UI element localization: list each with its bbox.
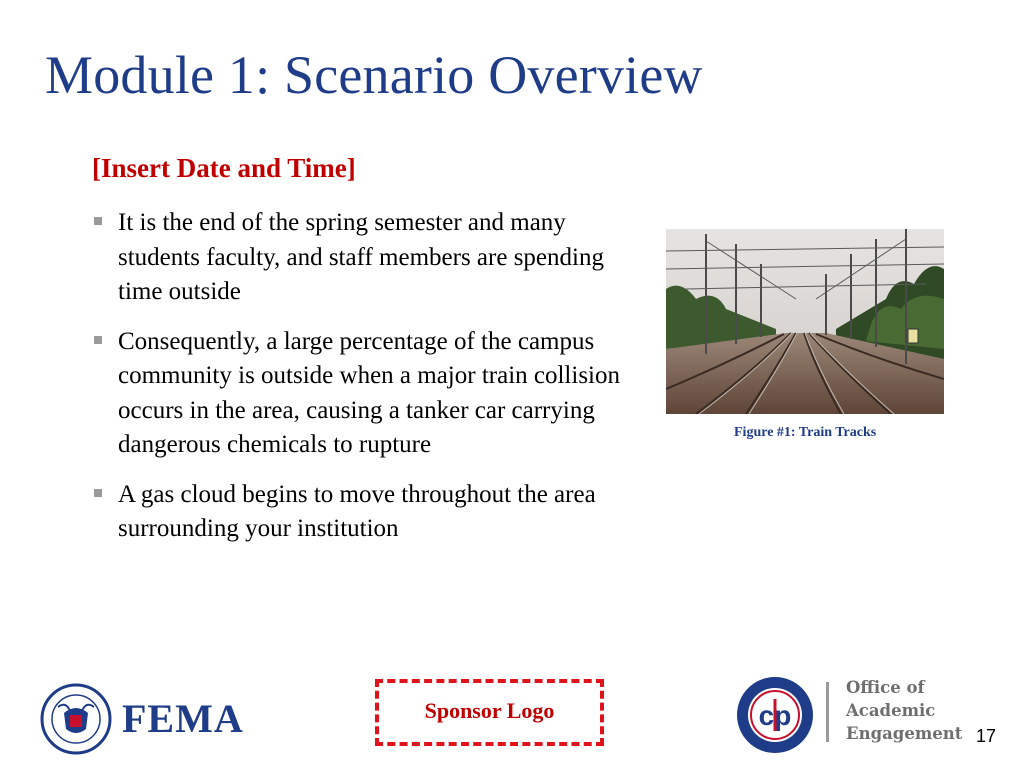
sponsor-logo-label: Sponsor Logo xyxy=(424,697,555,723)
crp-seal-icon xyxy=(735,675,815,760)
oae-line: Academic xyxy=(846,701,936,720)
date-time-placeholder: [Insert Date and Time] xyxy=(92,153,356,183)
bullet-item xyxy=(92,325,632,463)
scenario-bullet-list xyxy=(92,206,632,562)
dhs-seal-icon xyxy=(40,683,112,760)
slide-title: Module 1: Scenario Overview xyxy=(45,45,703,105)
figure-caption: Figure #1: Train Tracks xyxy=(734,425,877,440)
square-bullet-icon xyxy=(94,489,102,497)
office-of-academic-engagement-logo xyxy=(846,676,962,745)
bullet-item xyxy=(92,478,632,547)
square-bullet-icon xyxy=(94,217,102,225)
square-bullet-icon xyxy=(94,336,102,344)
sponsor-logo-placeholder xyxy=(375,679,604,746)
bullet-text: Consequently, a large percentage of the campus community is outside when a major train collision occurs in the area, causing a tanker car carrying dangerous chemicals to rupture xyxy=(118,327,621,458)
oae-line: Office of xyxy=(846,678,925,697)
train-tracks-photo xyxy=(666,229,944,414)
bullet-text: A gas cloud begins to move throughout the area surrounding your institution xyxy=(118,480,596,542)
svg-text:cp: cp xyxy=(758,700,792,731)
fema-logo-text: FEMA xyxy=(122,696,244,741)
bullet-item xyxy=(92,206,632,310)
bullet-text: It is the end of the spring semester and many students faculty, and staff members are spending time outside xyxy=(118,209,604,305)
page-number: 17 xyxy=(976,726,997,746)
oae-divider xyxy=(826,682,829,742)
oae-line: Engagement xyxy=(846,724,963,743)
